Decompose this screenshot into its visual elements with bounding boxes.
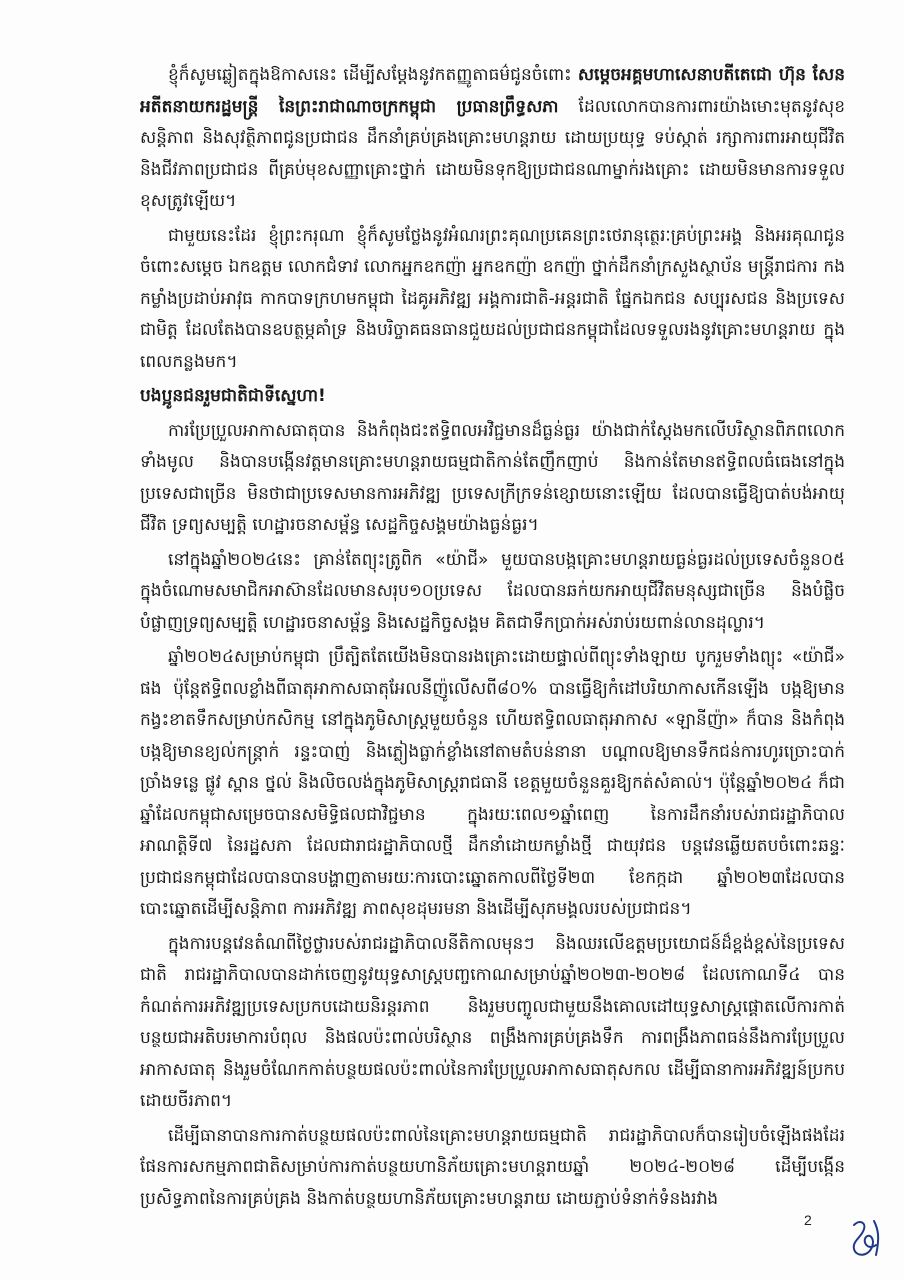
paragraph-text: ខ្ញុំក៏សូមឆ្លៀតក្នុងឱកាសនេះ ដើម្បីសម្ដែងនូវកតញ្ញូតាធម៌ជូនចំពោះ [168,65,578,85]
paragraph-text: នៅក្នុងឆ្នាំ២០២៤នេះ គ្រាន់តែព្យុះត្រូពិក «យ៉ាជី» មួយបានបង្កគ្រោះមហន្តរាយធ្ងន់ធ្ងរដល់ប្រទេសចំនួន០៥ ក្នុងចំណោមសមាជិកអាស៊ានដែលមានសរុប១០ប្រទេស ដែលបានឆក់យកអាយុជីវិតមនុស្សជាច្រើន និងបំផ្លិចបំផ្លាញទ្រព្យសម្បត្តិ ហេដ្ឋារចនាសម្ព័ន្ធ និងសេដ្ឋកិច្ចសង្គម គិតជាទឹកប្រាក់អស់រាប់រយពាន់លានដុល្លារ។ [140,549,845,633]
paragraph-text: ឆ្នាំ២០២៤សម្រាប់កម្ពុជា ប្រឹត្បិតតែយើងមិនបានរងគ្រោះដោយផ្ទាល់ពីព្យុះទាំងឡាយ បូករួមទាំងព្យុះ «យ៉ាជី» ផង ប៉ុន្តែឥទ្ធិពលខ្លាំងពីធាតុអាកាសធាតុអែលនីញ៉ូលើសពី៨០% បានធ្វើឱ្យកំដៅបរិយាកាសកើនឡើង បង្កឱ្យមានកង្វះខាតទឹកសម្រាប់កសិកម្ម នៅក្នុងភូមិសាស្ត្រមួយចំនួន ហើយឥទ្ធិពលធាតុអាកាស «ឡានីញ៉ា» ក៏បាន និងកំពុងបង្កឱ្យមានខ្យល់កន្ត្រាក់ រន្ទះបាញ់ និងភ្លៀងធ្លាក់ខ្លាំងនៅតាមតំបន់នានា បណ្តាលឱ្យមានទឹកជន់ការហូរច្រោះបាក់ច្រាំងទន្លេ ផ្លូវ ស្ពាន ថ្នល់ និងលិចលង់ក្នុងភូមិសាស្ត្ររាជធានី ខេត្តមួយចំនួនគួរឱ្យកត់សំគាល់។ ប៉ុន្តែឆ្នាំ២០២៤ ក៏ជាឆ្នាំដែលកម្ពុជាសម្រេចបានសមិទ្ធិផលជាវិជ្ជមាន ក្នុងរយៈពេល១ឆ្នាំពេញ នៃការដឹកនាំរបស់រាជរដ្ឋាភិបាលអាណត្តិទី៧ នៃរដ្ឋសភា ដែលជារាជរដ្ឋាភិបាលថ្មី ដឹកនាំដោយកម្លាំងថ្មី ជាយុវជន បន្តវេនឆ្លើយតបចំពោះឆន្ទៈប្រជាជនកម្ពុជាដែលបានបានបង្ហាញតាមរយៈការបោះឆ្នោតកាលពីថ្ងៃទី២៣ ខែកក្កដា ឆ្នាំ២០២៣ដែលបានបោះឆ្នោតដើម្បីសន្តិភាព ការអភិវឌ្ឍ ភាពសុខដុមរមនា និងដើម្បីសុភមង្គលរបស់ប្រជាជន។ [140,647,845,919]
paragraph-text: ការប្រែប្រួលអាកាសធាតុបាន និងកំពុងជះឥទ្ធិពលអវិជ្ជមានដ៏ធ្ងន់ធ្ងរ យ៉ាងជាក់ស្តែងមកលើបរិស្ថានពិភពលោកទាំងមូល និងបានបង្កើនវត្តមានគ្រោះមហន្តរាយធម្មជាតិកាន់តែញឹកញាប់ និងកាន់តែមានឥទ្ធិពលធំធេងនៅក្នុងប្រទេសជាច្រើន មិនថាជាប្រទេសមានការអភិវឌ្ឍ ប្រទេសក្រីក្រទន់ខ្សោយនោះឡើយ ដែលបានធ្វើឱ្យបាត់បង់អាយុជីវិត ទ្រព្យសម្បត្តិ ហេដ្ឋារចនាសម្ព័ន្ធ សេដ្ឋកិច្ចសង្គមយ៉ាងធ្ងន់ធ្ងរ។ [140,420,845,535]
paragraph-national-action-plan [140,1121,845,1216]
paragraph-pentagonal-strategy [140,929,845,1118]
document-body [140,60,845,1218]
initials-signature [846,1215,886,1261]
greeting-text: បងប្អូនជនរួមជាតិជាទីស្នេហា! [140,386,326,406]
paragraph-typhoon-yagi [140,545,845,640]
paragraph-text: ដើម្បីធានាបានការកាត់បន្ថយផលប៉ះពាល់នៃគ្រោះមហន្តរាយធម្មជាតិ រាជរដ្ឋាភិបាលក៏បានរៀបចំឡើងផងដែរ ផែនការសកម្មភាពជាតិសម្រាប់ការកាត់បន្ថយហានិភ័យគ្រោះមហន្តរាយឆ្នាំ ២០២៤-២០២៨ ដើម្បីបង្កើនប្រសិទ្ធភាពនៃការគ្រប់គ្រង និងកាត់បន្ថយហានិភ័យគ្រោះមហន្តរាយ ដោយភ្ជាប់ទំនាក់ទំនងរវាង [140,1125,845,1209]
paragraph-gratitude-samdech [140,60,845,218]
greeting [140,381,845,413]
paragraph-text: ដែលលោកបានការពារយ៉ាងមោះមុតនូវសុខសន្តិភាព និងសុវត្ថិភាពជូនប្រជាជន ដឹកនាំគ្រប់គ្រងគ្រោះមហន្តរាយ ដោយប្រយុទ្ធ ទប់ស្កាត់ រក្សាការពារអាយុជីវិត និងជីវភាពប្រជាជន ពីគ្រប់មុខសញ្ញាគ្រោះថ្នាក់ ដោយមិនទុកឱ្យប្រជាជនណាម្នាក់រងគ្រោះ ដោយមិនមានការទទួលខុសត្រូវឡើយ។ [140,96,846,211]
paragraph-text: ជាមួយនេះដែរ ខ្ញុំព្រះករុណា ខ្ញុំក៏សូមថ្លែងនូវអំណរព្រះគុណប្រគេនព្រះថេរានុត្ថេរៈគ្រប់ព្រះអង្គ និងអរគុណជូនចំពោះសម្តេច ឯកឧត្តម លោកជំទាវ លោកអ្នកឧកញ៉ា អ្នកឧកញ៉ា ឧកញ៉ា ថ្នាក់ដឹកនាំក្រសួងស្ថាប័ន មន្ត្រីរាជការ កងកម្លាំងប្រដាប់អាវុធ កាកបាទក្រហមកម្ពុជា ដៃគូអភិវឌ្ឍ អង្គការជាតិ-អន្តរជាតិ ផ្នែកឯកជន សប្បុរសជន និងប្រទេសជាមិត្ត ដែលតែងបានឧបត្ថម្ភគាំទ្រ និងបរិច្ចាគធនធានជួយដល់ប្រជាជនកម្ពុជាដែលទទួលរងនូវគ្រោះមហន្តរាយ ក្នុងពេលកន្លងមក។ [140,225,845,372]
page-number: 2 [804,1212,812,1228]
paragraph-climate-change [140,416,845,542]
paragraph-thanks [140,221,845,379]
paragraph-text: ក្នុងការបន្តវេនតំណពីថ្ងៃថ្លារបស់រាជរដ្ឋាភិបាលនីតិកាលមុនៗ និងឈរលើឧត្តមប្រយោជន៍ដ៏ខ្ពង់ខ្ពស់នៃប្រទេសជាតិ រាជរដ្ឋាភិបាលបានដាក់ចេញនូវយុទ្ធសាស្ត្របញ្ចកោណសម្រាប់ឆ្នាំ២០២៣-២០២៨ ដែលកោណទី៤ បានកំណត់ការអភិវឌ្ឍប្រទេសប្រកបដោយនិរន្តរភាព និងរួមបញ្ចូលជាមួយនឹងគោលដៅយុទ្ធសាស្ត្រផ្តោតលើការកាត់បន្ថយជាអតិបរមាការបំពុល និងផលប៉ះពាល់បរិស្ថាន ពង្រឹងការគ្រប់គ្រងទឹក ការពង្រឹងភាពធន់នឹងការប្រែប្រួលអាកាសធាតុ និងរួមចំណែកកាត់បន្ថយផលប៉ះពាល់នៃការប្រែប្រួលអាកាសធាតុសកល ដើម្បីធានាការអភិវឌ្ឍន៍ប្រកបដោយចីរភាព។ [140,933,845,1111]
paragraph-cambodia-2024 [140,642,845,926]
honorific-title: សម្តេចអគ្គមហាសេនាបតីតេជោ ហ៊ុន សែន អតីតនាយករដ្ឋមន្ត្រី នៃព្រះរាជាណាចក្រកម្ពុជា ប្រធានព្រឹទ្ធសភា [140,65,845,117]
